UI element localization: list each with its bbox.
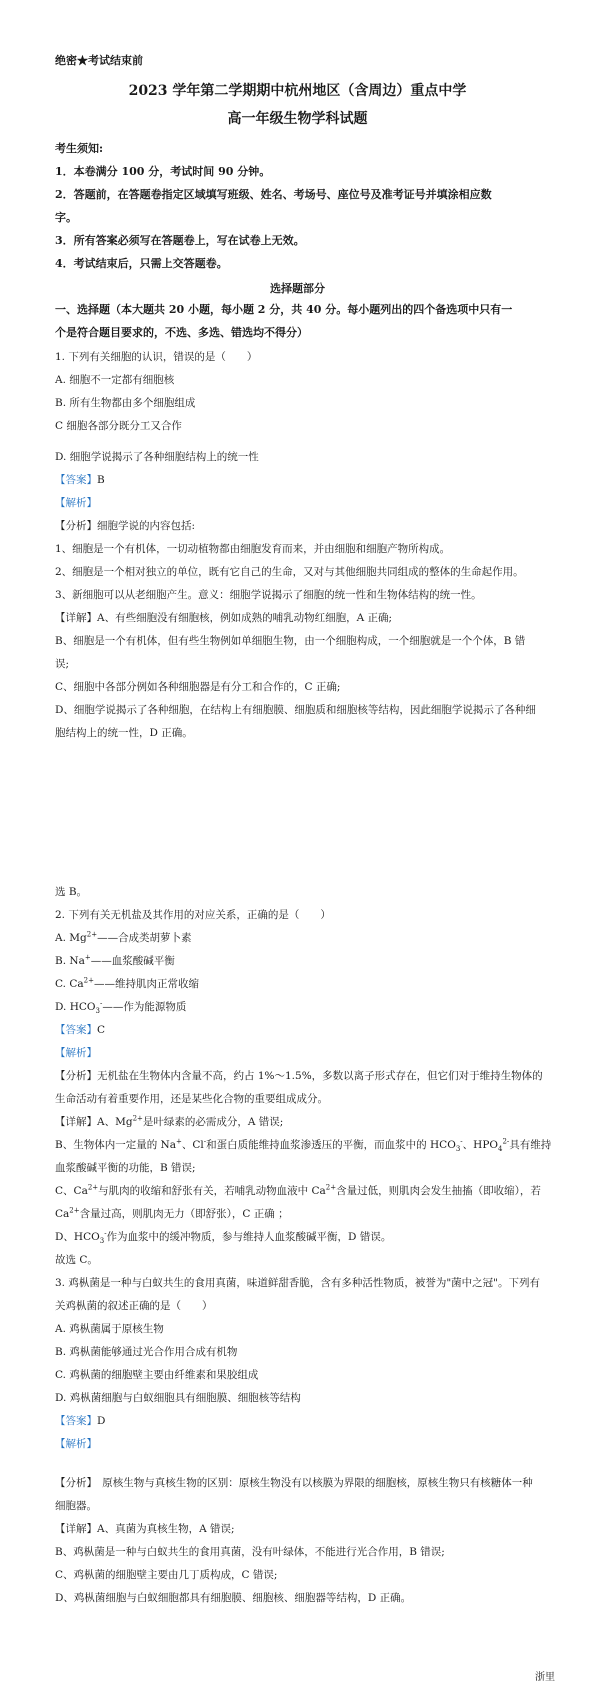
fenxi-tag: 【分析】 — [55, 1070, 97, 1082]
q2-detail-line: C、$Ca^{2+}$与肌肉的收缩和舒张有关，若哺乳动物血液中 $Ca^{2+}$含量过低，则肌肉会发生抽搐（即收缩），若 — [55, 1183, 541, 1197]
q1-detail-line: 误; — [55, 658, 70, 670]
q3-detail-line: C、鸡枞菌的细胞壁主要由几丁质构成，C 错误; — [55, 1569, 278, 1581]
notice-item: 1．本卷满分 100 分，考试时间 90 分钟。 — [55, 165, 271, 178]
fenxi-tag: 【分析】 — [55, 520, 97, 532]
q1-detail-line: B、细胞是一个有机体，但有些生物例如单细胞生物，由一个细胞构成，一个细胞就是一个个体，B 错 — [55, 635, 526, 647]
fenxi-text: 细胞学说的内容包括: — [97, 520, 196, 532]
answer-value: D — [97, 1415, 106, 1427]
q2-detail-line: D、$HCO_3^-$作为血浆中的缓冲物质，参与维持人血浆酸碱平衡，D 错误。 — [55, 1229, 392, 1246]
q3-option-d: D. 鸡枞菌细胞与白蚁细胞具有细胞膜、细胞核等结构 — [55, 1392, 301, 1404]
q2-detail: 【详解】A、$Mg^{2+}$是叶绿素的必需成分，A 错误; — [55, 1114, 284, 1128]
q1-option-d: D. 细胞学说揭示了各种细胞结构上的统一性 — [55, 451, 259, 463]
notice-item: 字。 — [55, 211, 77, 224]
q3-stem: 3. 鸡枞菌是一种与白蚁共生的食用真菌，味道鲜甜香脆，含有多种活性物质，被誉为"菌中之冠"。下列有 — [55, 1277, 541, 1289]
q2-option-d: D. $HCO_3^-——$作为能源物质 — [55, 999, 187, 1016]
q2-detail-line: B、生物体内一定量的 Na+、Cl-和蛋白质能维持血浆渗透压的平衡，而血浆中的 $HCO_3^-$、$HPO_4^{2-}$具有维持 — [55, 1137, 552, 1154]
detail-tag: 【详解】 — [55, 1116, 97, 1128]
fenxi-text: 无机盐在生物体内含量不高，约占 1%～1.5%，多数以离子形式存在，但它们对于维持生物体的 — [97, 1070, 543, 1082]
q1-detail-line: C、细胞中各部分例如各种细胞器是有分工和合作的，C 正确; — [55, 681, 341, 693]
q2-stem: 2. 下列有关无机盐及其作用的对应关系，正确的是（ ） — [55, 909, 331, 921]
q3-option-c: C. 鸡枞菌的细胞壁主要由纤维素和果胶组成 — [55, 1369, 259, 1381]
q2-fenxi — [55, 1069, 543, 1083]
q1-fenxi — [55, 519, 195, 533]
fenxi-text: 原核生物与真核生物的区别：原核生物没有以核膜为界限的细胞核，原核生物只有核糖体一种 — [91, 1477, 533, 1489]
answer-value: B — [97, 474, 105, 486]
q2-option-a: A. $Mg^{2+}——$合成类胡萝卜素 — [55, 930, 192, 944]
q3-detail — [55, 1522, 235, 1536]
q1-detail — [55, 611, 392, 625]
analysis-tag: 【解析】 — [55, 497, 97, 509]
exam-title: 2023 学年第二学期期中杭州地区（含周边）重点中学 — [128, 83, 467, 99]
detail-text: A、有些细胞没有细胞核，例如成熟的哺乳动物红细胞，A 正确; — [97, 612, 393, 624]
answer-value: C — [97, 1024, 106, 1036]
q3-stem-line: 关鸡枞菌的叙述正确的是（ ） — [55, 1300, 213, 1312]
q2-detail-line: $Ca^{2+}$含量过高，则肌肉无力（即舒张），C 正确 ； — [55, 1206, 289, 1220]
notice-item: 4．考试结束后，只需上交答题卷。 — [55, 257, 228, 270]
corner-watermark: 浙里 — [535, 1672, 555, 1683]
notice-heading: 考生须知: — [55, 142, 104, 155]
q1-conclusion: 选 B。 — [55, 886, 88, 898]
q3-option-a: A. 鸡枞菌属于原核生物 — [55, 1323, 164, 1335]
q1-point: 1、细胞是一个有机体，一切动植物都由细胞发育而来，并由细胞和细胞产物所构成。 — [55, 543, 451, 555]
q1-point: 3、新细胞可以从老细胞产生。意义：细胞学说揭示了细胞的统一性和生物体结构的统一性。 — [55, 589, 482, 601]
q1-point: 2、细胞是一个相对独立的单位，既有它自己的生命，又对与其他细胞共同组成的整体的生命起作用。 — [55, 566, 524, 578]
q3-option-b: B. 鸡枞菌能够通过光合作用合成有机物 — [55, 1346, 238, 1358]
q3-answer — [55, 1414, 105, 1428]
section-title: 选择题部分 — [270, 282, 325, 295]
notice-item: 3．所有答案必须写在答题卷上，写在试卷上无效。 — [55, 234, 305, 247]
detail-tag: 【详解】 — [55, 1523, 97, 1535]
analysis-tag: 【解析】 — [55, 1047, 97, 1059]
section-intro: 一、选择题（本大题共 20 小题，每小题 2 分，共 40 分。每小题列出的四个备选项中只有一 — [55, 303, 513, 316]
q2-detail-line: 血浆酸碱平衡的功能，B 错误; — [55, 1162, 196, 1174]
secret-label: 绝密★考试结束前 — [55, 54, 143, 67]
exam-subtitle: 高一年级生物学科试题 — [227, 111, 368, 127]
q2-answer — [55, 1023, 105, 1037]
q3-fenxi-line: 细胞器。 — [55, 1500, 97, 1512]
q1-option-b: B. 所有生物都由多个细胞组成 — [55, 397, 196, 409]
fenxi-tag: 【分析】 — [55, 1477, 92, 1489]
answer-tag: 【答案】 — [55, 1415, 97, 1427]
q3-fenxi — [55, 1476, 533, 1490]
section-intro: 个是符合题目要求的，不选、多选、错选均不得分） — [55, 326, 308, 339]
q1-stem: 1. 下列有关细胞的认识，错误的是（ ） — [55, 351, 258, 363]
analysis-tag: 【解析】 — [55, 1438, 97, 1450]
detail-text: A、真菌为真核生物，A 错误; — [97, 1523, 235, 1535]
q2-option-c: C. $Ca^{2+}——$维持肌肉正常收缩 — [55, 976, 199, 990]
q2-option-b: B. Na+——血浆酸碱平衡 — [55, 953, 175, 967]
notice-item: 2．答题前，在答题卷指定区域填写班级、姓名、考场号、座位号及准考证号并填涂相应数 — [55, 188, 492, 201]
q1-option-a: A. 细胞不一定都有细胞核 — [55, 374, 175, 386]
q1-detail-line: D、细胞学说揭示了各种细胞，在结构上有细胞膜、细胞质和细胞核等结构，因此细胞学说揭示了各种细 — [55, 704, 536, 716]
q3-detail-line: B、鸡枞菌是一种与白蚁共生的食用真菌，没有叶绿体，不能进行光合作用，B 错误; — [55, 1546, 445, 1558]
q1-answer — [55, 473, 105, 487]
q1-option-c: C 细胞各部分既分工又合作 — [55, 420, 182, 432]
answer-tag: 【答案】 — [55, 1024, 97, 1036]
q1-detail-line: 胞结构上的统一性，D 正确。 — [55, 727, 193, 739]
detail-tag: 【详解】 — [55, 612, 97, 624]
q2-conclusion: 故选 C。 — [55, 1254, 98, 1266]
answer-tag: 【答案】 — [55, 474, 97, 486]
q3-detail-line: D、鸡枞菌细胞与白蚁细胞都具有细胞膜、细胞核、细胞器等结构，D 正确。 — [55, 1592, 412, 1604]
q2-fenxi-line: 生命活动有着重要作用，还是某些化合物的重要组成成分。 — [55, 1093, 328, 1105]
